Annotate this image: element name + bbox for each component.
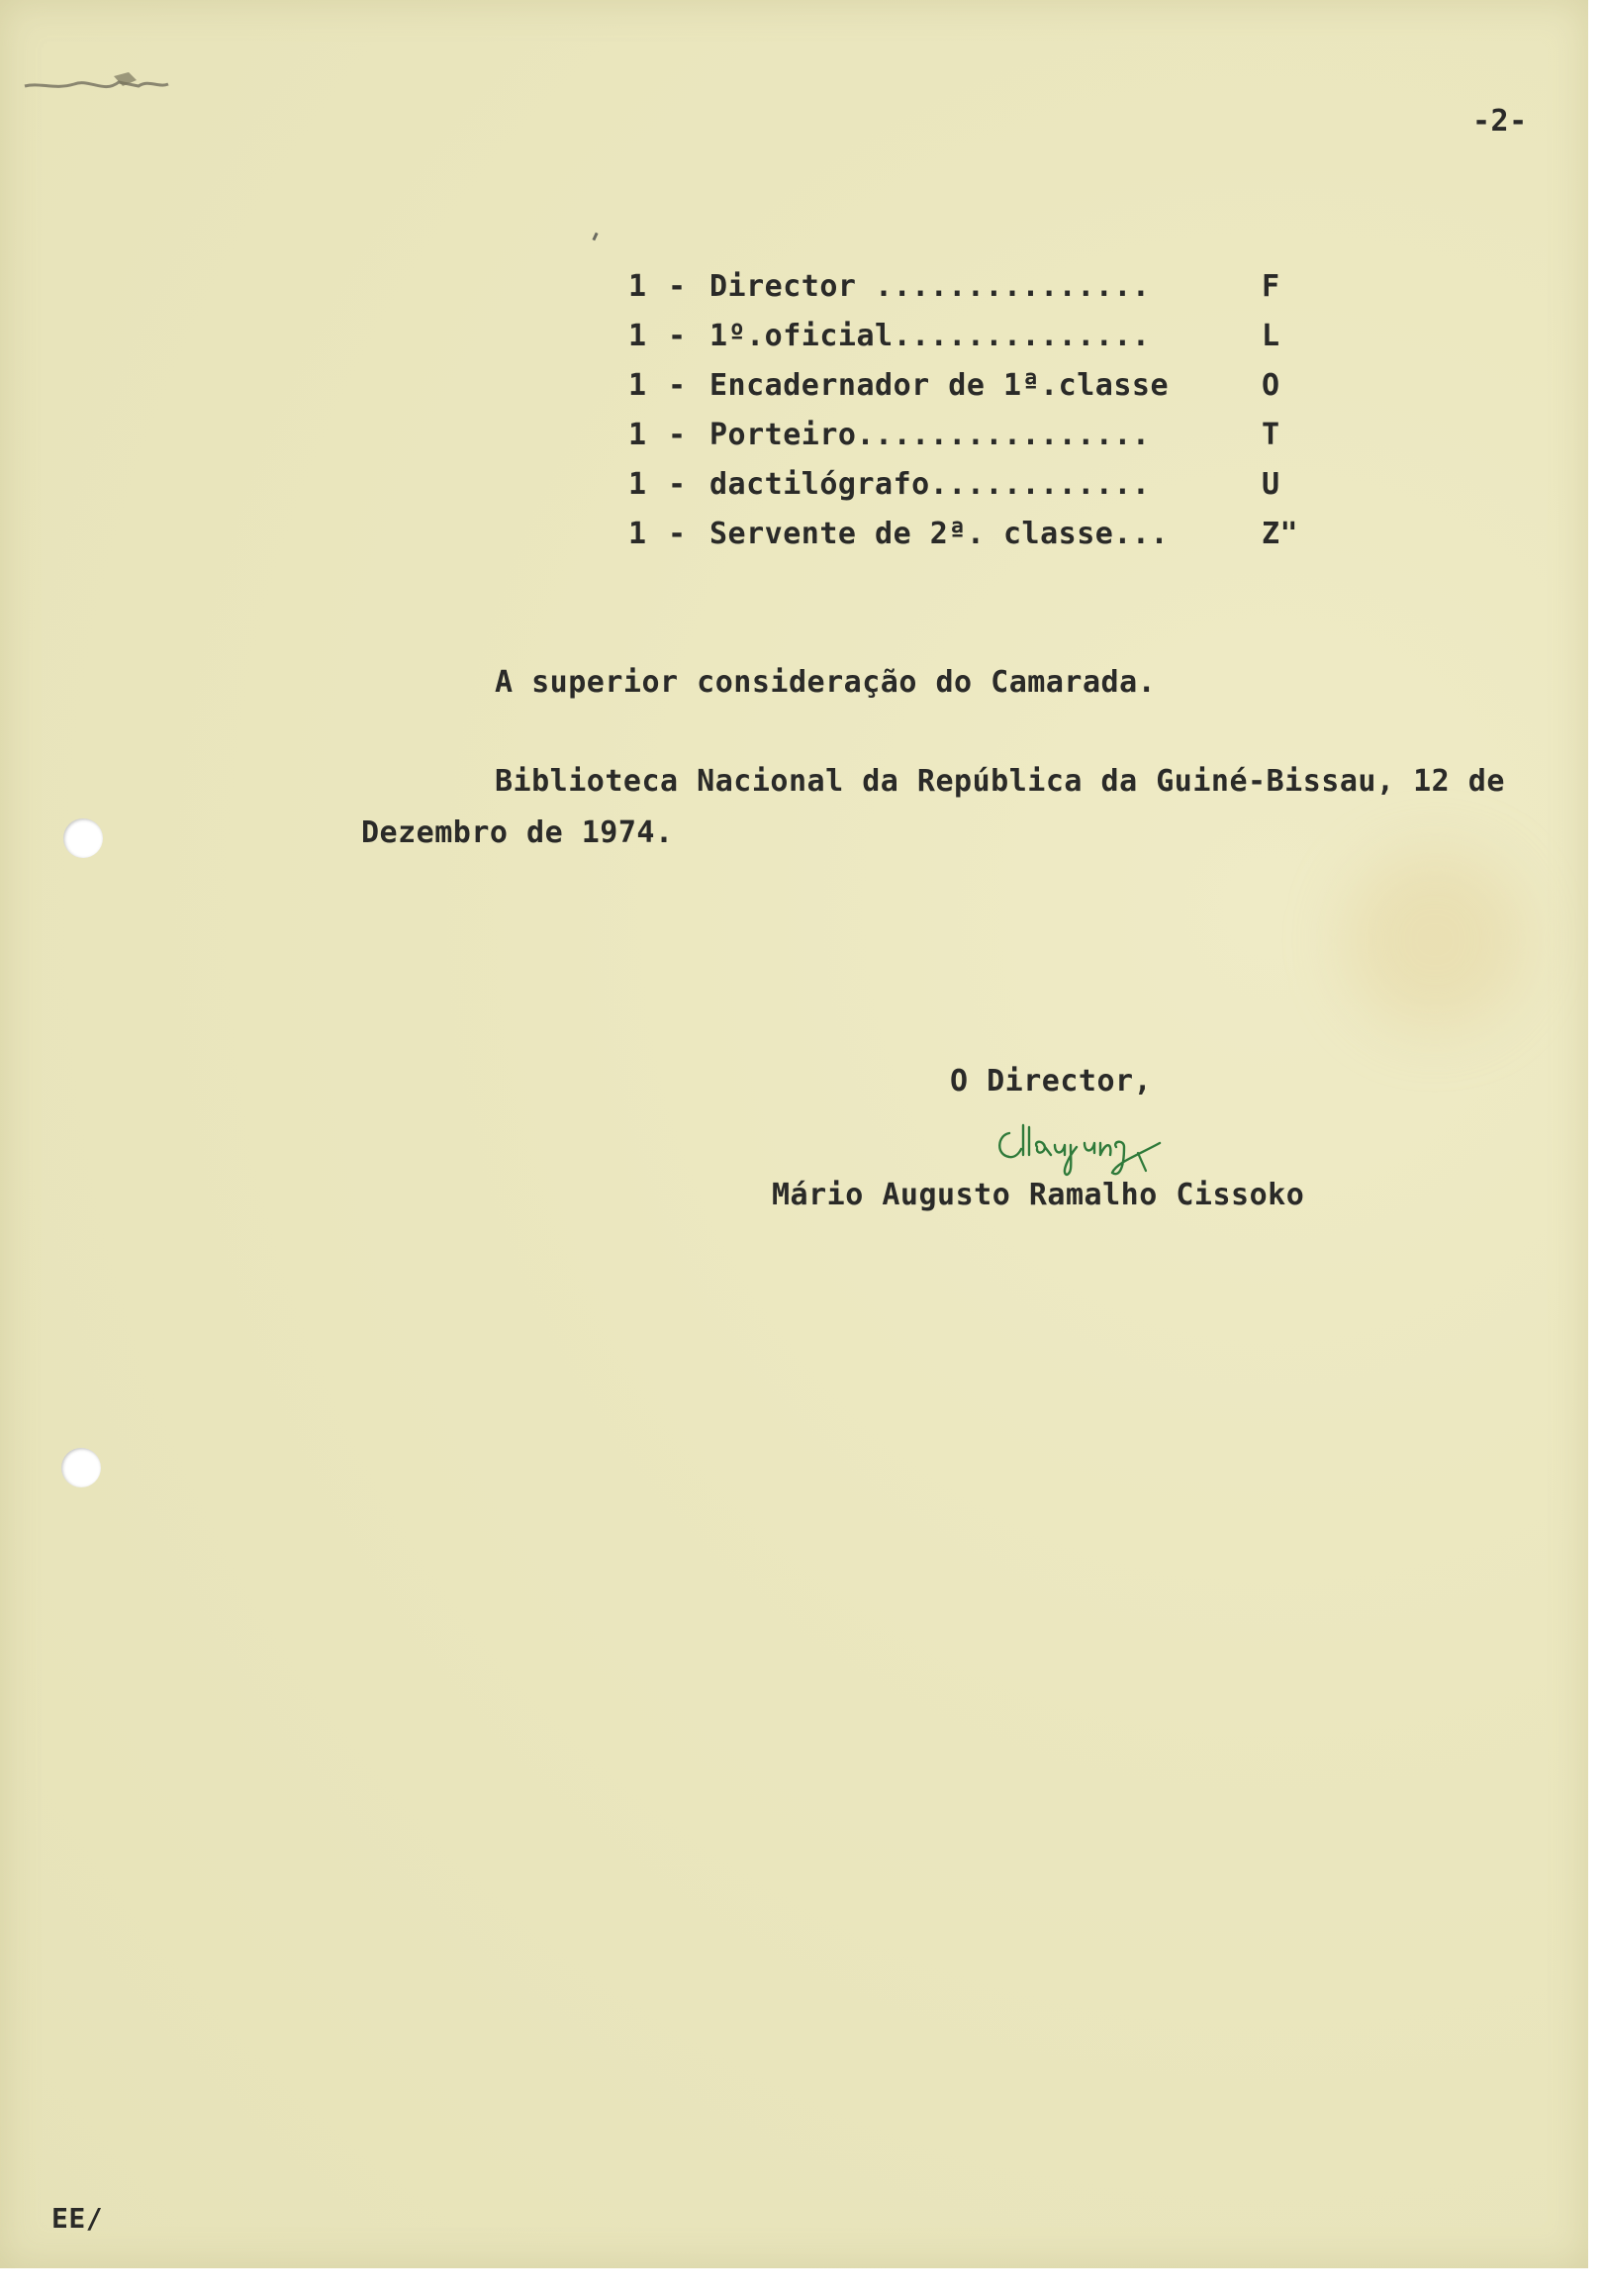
staff-qty: 1 (628, 418, 647, 452)
staff-code: U (1262, 467, 1280, 502)
punch-hole (61, 1448, 101, 1487)
staff-role: Porteiro................ (709, 418, 1151, 452)
staff-code: Z" (1262, 517, 1299, 551)
staff-code: O (1262, 368, 1280, 403)
staff-dash: - (668, 517, 687, 551)
place-date-line-1: Biblioteca Nacional da República da Guiné-Bissau, 12 de (495, 764, 1505, 799)
ink-speck (592, 233, 598, 241)
staff-qty: 1 (628, 467, 647, 502)
paper-tear-mark (20, 64, 188, 109)
staff-dash: - (668, 418, 687, 452)
staff-dash: - (668, 467, 687, 502)
staff-qty: 1 (628, 319, 647, 353)
staff-qty: 1 (628, 368, 647, 403)
staff-code: T (1262, 418, 1280, 452)
staff-code: F (1262, 269, 1280, 304)
punch-hole (63, 818, 103, 858)
staff-qty: 1 (628, 517, 647, 551)
staff-dash: - (668, 269, 687, 304)
handwritten-signature (990, 1113, 1207, 1183)
staff-code: L (1262, 319, 1280, 353)
staff-dash: - (668, 319, 687, 353)
typist-initials: EE/ (51, 2202, 104, 2235)
signature-title: O Director, (950, 1064, 1153, 1099)
staff-dash: - (668, 368, 687, 403)
staff-role: dactilógrafo............ (709, 467, 1151, 502)
staff-role: Encadernador de 1ª.classe (709, 368, 1170, 403)
signatory-name: Mário Augusto Ramalho Cissoko (772, 1178, 1305, 1212)
staff-qty: 1 (628, 269, 647, 304)
staff-role: 1º.oficial.............. (709, 319, 1151, 353)
closing-salutation: A superior consideração do Camarada. (495, 665, 1157, 700)
staff-role: Director ............... (709, 269, 1151, 304)
page-number: -2- (1472, 104, 1528, 139)
staff-role: Servente de 2ª. classe... (709, 517, 1170, 551)
place-date-line-2: Dezembro de 1974. (361, 815, 674, 850)
